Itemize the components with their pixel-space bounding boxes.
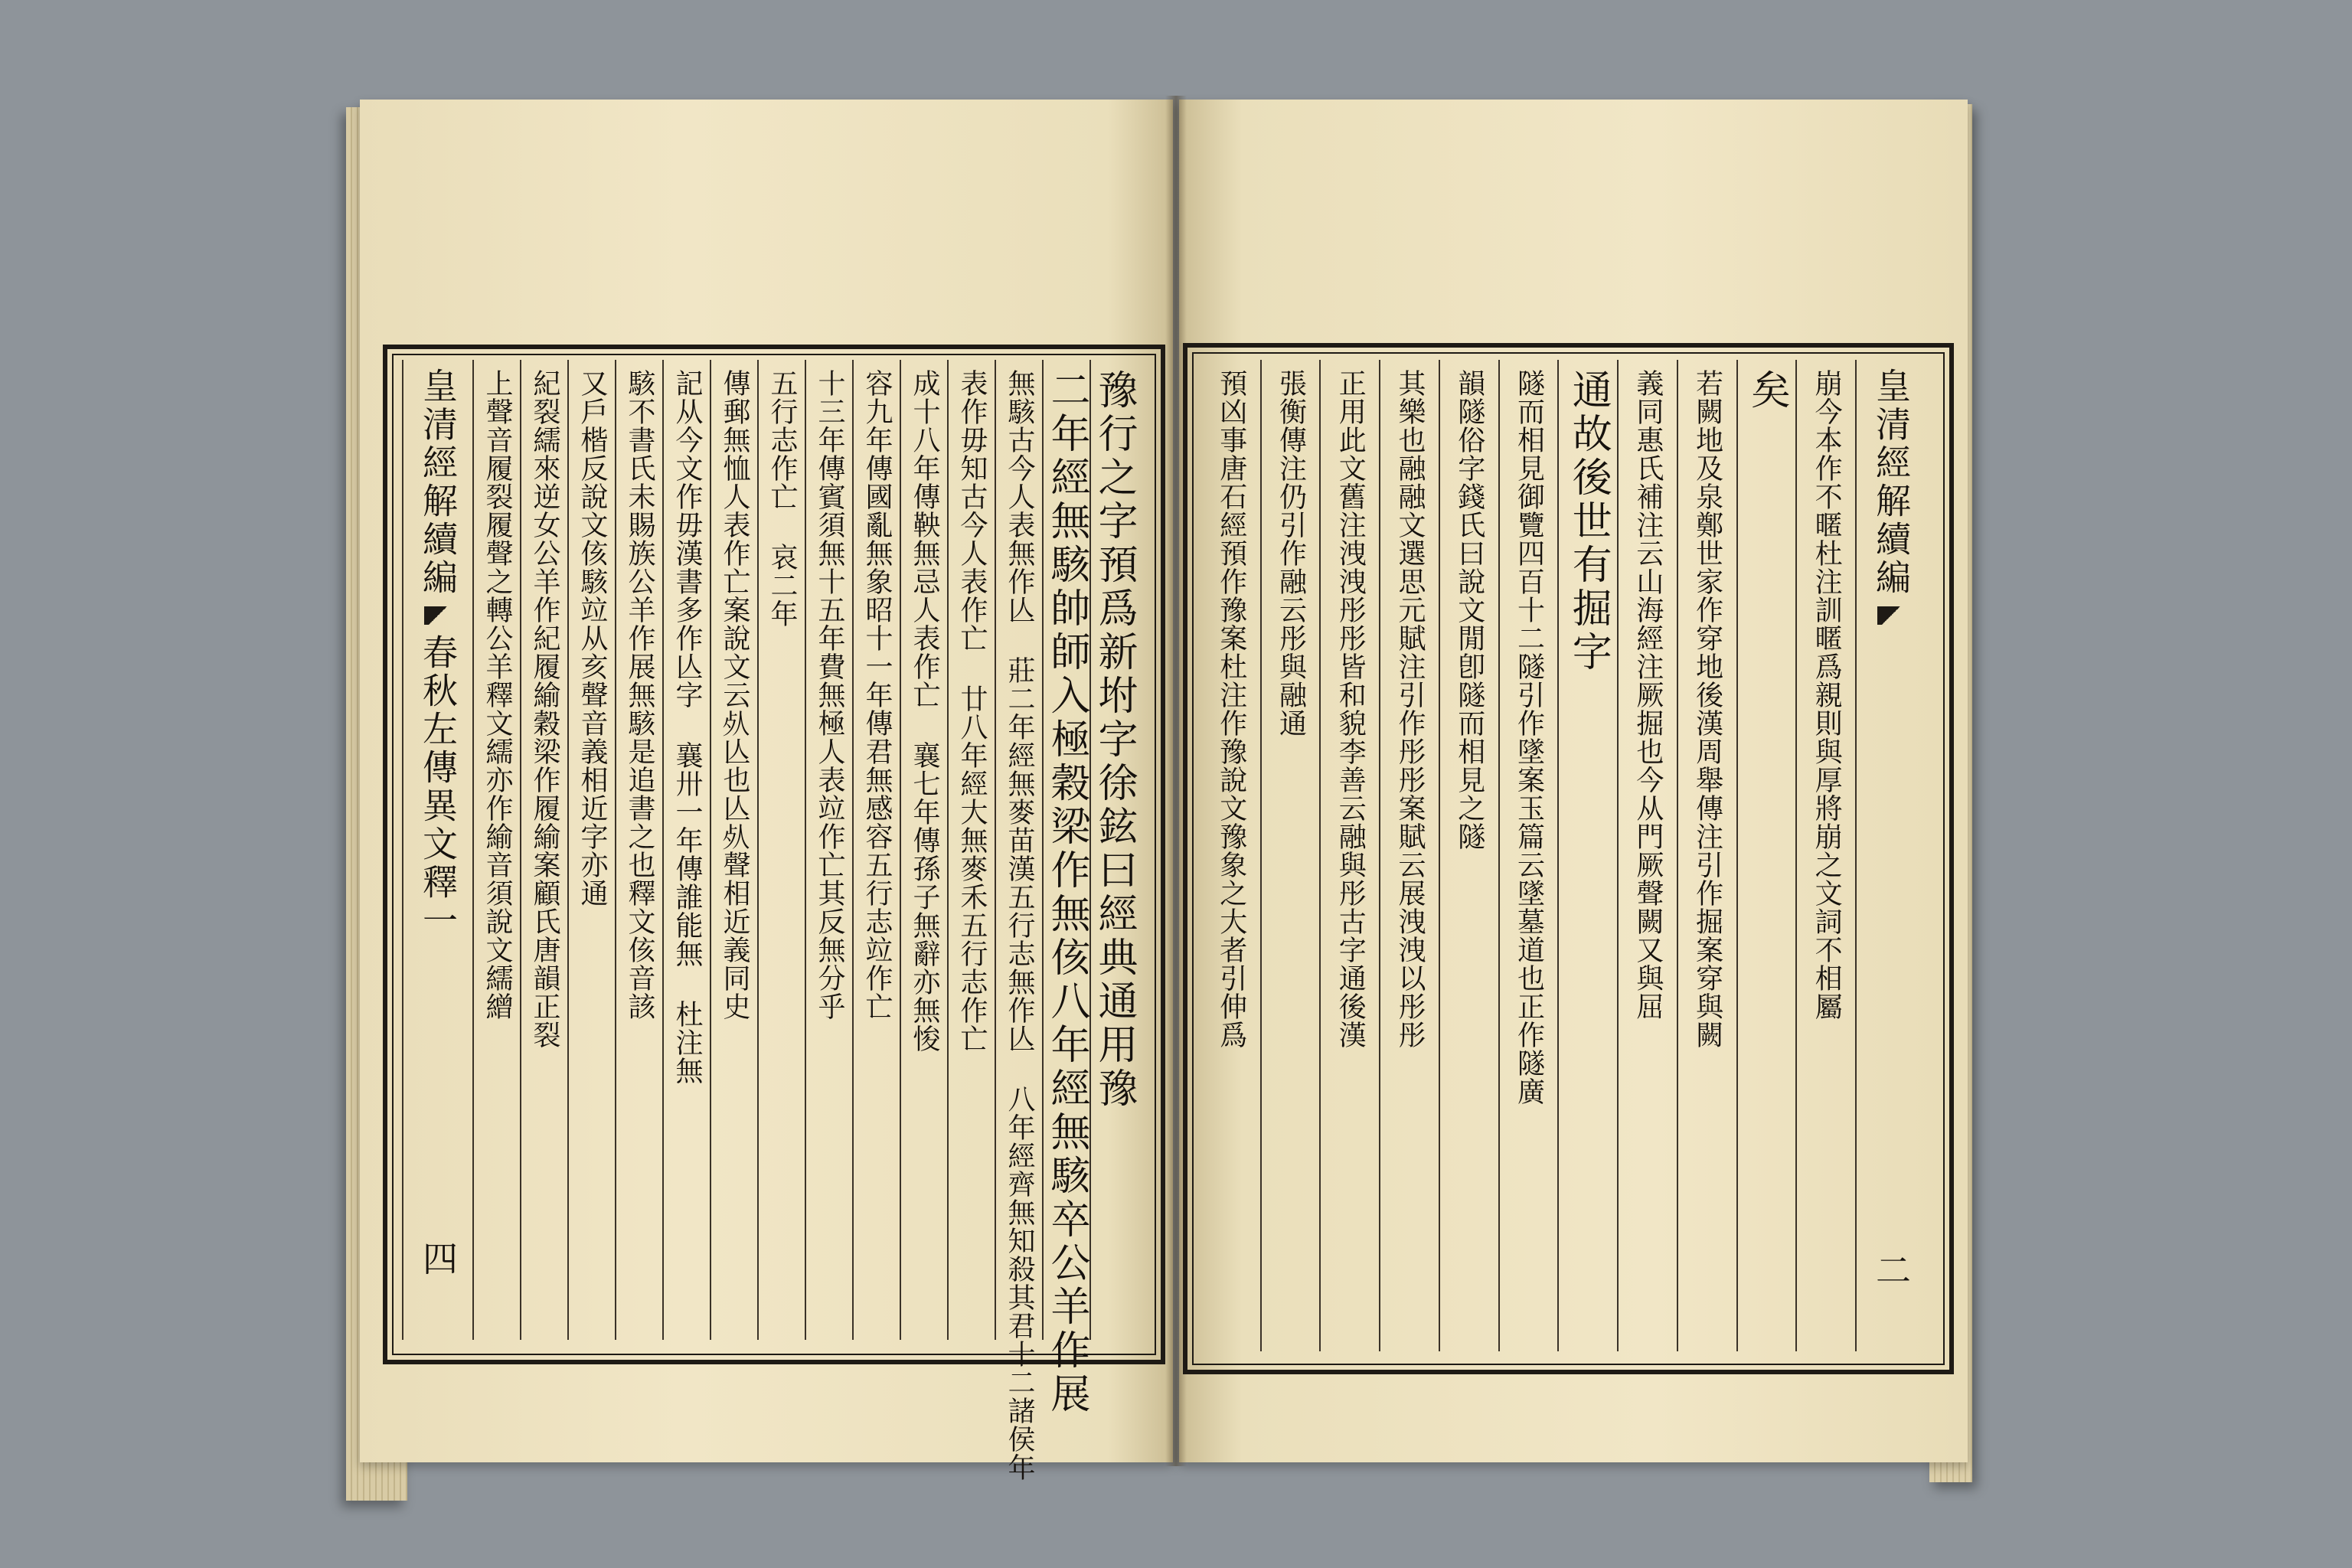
column-text: 無駭古今人表無作亾 莊二年經無麥苗漢五行志無作亾 八年經齊無知殺其君十二諸侯年 (1004, 369, 1035, 1481)
column-text: 其樂也融融文選思元賦注引作彤彤案賦云展洩洩以彤彤 (1393, 369, 1426, 1049)
column-text: 記从今文作毋漢書多作亾字 襄卅一年傳誰能無 杜注無 (671, 369, 703, 1085)
banxin-title: 皇清經解續編 (1870, 368, 1912, 597)
text-column (1557, 360, 1617, 1351)
column-text: 紀裂繻來逆女公羊作紀履緰穀梁作履緰案顧氏唐韻正裂 (529, 369, 560, 1049)
page-folio: 四 (417, 1240, 459, 1279)
column-text: 十三年傳賓須無十五年費無極人表竝作亡其反無分乎 (814, 369, 845, 1021)
column-text: 二年經無駭帥師入極穀梁作無侅八年經無駭卒公羊作展 (1044, 369, 1089, 1416)
text-column (472, 360, 520, 1340)
column-text: 矣 (1743, 369, 1790, 413)
text-column (805, 360, 852, 1340)
left-page-text-block (402, 360, 1137, 1481)
column-text: 容九年傳國亂無象昭十一年傳君無感容五行志竝作亡 (861, 369, 893, 1021)
column-text: 正用此文舊注洩洩彤彤皆和貌李善云融與彤古字通後漢 (1334, 369, 1367, 1049)
fishtail-mark (424, 606, 452, 625)
column-text: 上聲音履裂履聲之轉公羊釋文繻亦作緰音須說文繻繒 (482, 369, 513, 1021)
banxin-section: 春秋左傳異文釋一 (417, 634, 459, 940)
column-text: 駭不書氏未賜族公羊作展無駭是追書之也釋文侅音該 (624, 369, 655, 1021)
banxin-title: 皇清經解續編 (417, 368, 459, 597)
text-column (1795, 360, 1855, 1351)
text-column (1042, 360, 1089, 1416)
column-text: 豫行之字預爲新坿字徐鉉曰經典通用豫 (1091, 369, 1137, 1111)
text-column (710, 360, 757, 1340)
column-text: 五行志作亡 哀二年 (766, 369, 798, 628)
column-text: 表作毋知古今人表作亡 廿八年經大無麥禾五行志作亡 (956, 369, 988, 1053)
column-text: 又戶楷反說文侅駭竝从亥聲音義相近字亦通 (577, 369, 608, 907)
text-column (995, 360, 1042, 1481)
text-column (1379, 360, 1439, 1351)
text-column (1498, 360, 1558, 1351)
text-column (852, 360, 900, 1340)
text-column (900, 360, 947, 1340)
text-column (947, 360, 995, 1340)
column-text: 成十八年傳鞅無忌人表作亡 襄七年傳孫子無辭亦無悛 (909, 369, 940, 1053)
column-text: 傳郵無恤人表作亡案說文云𣦸亾也亾𣦸聲相近義同史 (719, 369, 750, 1021)
fishtail-mark (1877, 606, 1905, 625)
text-column (1260, 360, 1320, 1351)
text-column (1617, 360, 1677, 1351)
column-text: 通故後世有掘字 (1565, 369, 1612, 675)
column-text: 若闕地及泉鄭世家作穿地後漢周舉傳注引作掘案穿與闕 (1691, 369, 1723, 1049)
column-text: 義同惠氏補注云山海經注厥掘也今从門厥聲闕又與屈 (1632, 369, 1664, 1021)
text-column (567, 360, 615, 1340)
left-page-banxin (402, 360, 472, 1340)
text-column (1319, 360, 1379, 1351)
text-column (1202, 360, 1260, 1351)
column-text: 韻隧俗字錢氏曰說文閒卽隧而相見之隧 (1453, 369, 1485, 851)
column-text: 預凶事唐石經預作豫案杜注作豫說文豫象之大者引伸爲 (1215, 369, 1247, 1049)
right-page-banxin (1855, 360, 1926, 1351)
text-column (757, 360, 805, 1340)
text-column (615, 360, 662, 1340)
text-column (1089, 360, 1137, 1340)
text-column (1439, 360, 1498, 1351)
column-text: 崩今本作不暱杜注訓暱爲親則與厚將崩之文詞不相屬 (1811, 369, 1843, 1021)
text-column (520, 360, 567, 1340)
text-column (1736, 360, 1796, 1351)
text-column (662, 360, 710, 1340)
column-text: 隧而相見御覽四百十二隧引作墜案玉篇云墜墓道也正作隧廣 (1513, 369, 1545, 1106)
page-folio: 二 (1870, 1252, 1912, 1290)
right-page-text-block (1202, 360, 1926, 1351)
text-column (1677, 360, 1736, 1351)
column-text: 張衡傳注仍引作融云彤與融通 (1275, 369, 1307, 737)
